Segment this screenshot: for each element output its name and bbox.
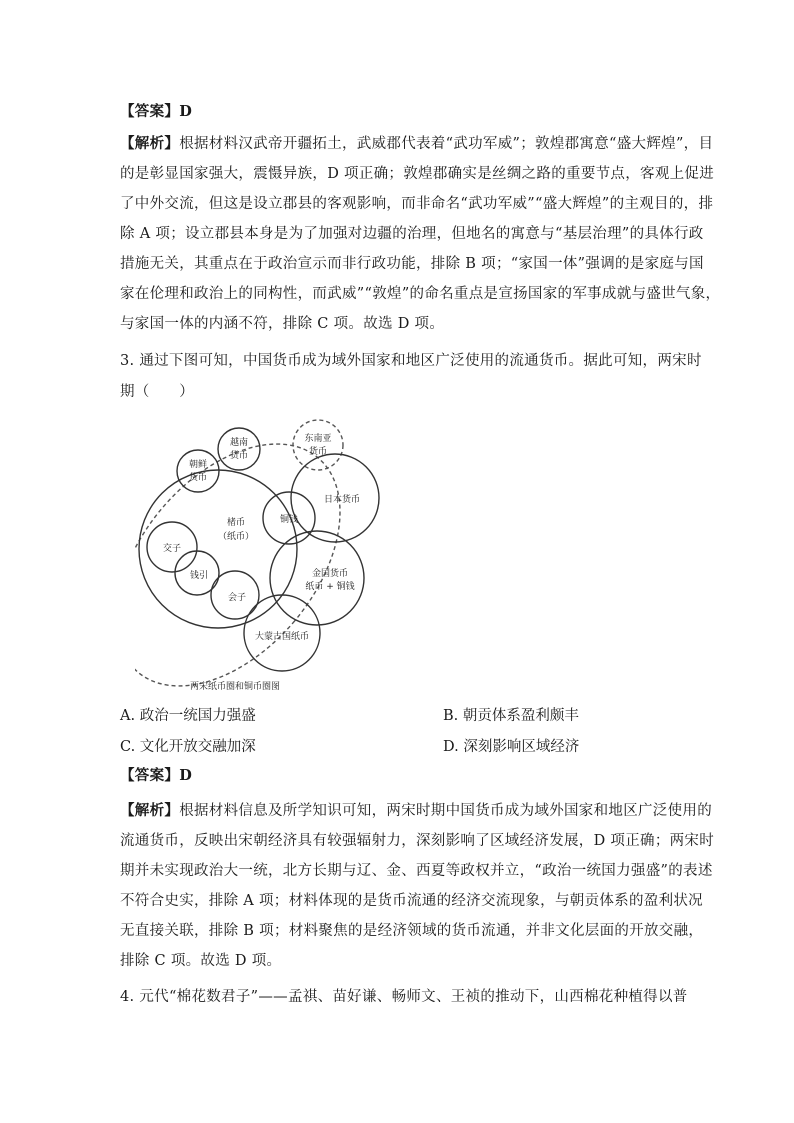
vietnam-circle <box>218 428 260 470</box>
jin-currency-label: 纸币 + 铜钱 <box>305 582 355 592</box>
question-stem: 3. 通过下图可知，中国货币成为域外国家和地区广泛使用的流通货币。据此可知，两宋时 <box>120 353 702 369</box>
question-stem: 期（ ） <box>120 384 194 400</box>
jin-currency-label: 金国货币 <box>311 569 349 579</box>
analysis-line: 期并未实现政治大一统，北方长期与辽、金、西夏等政权并立，“政治一统国力强盛”的表述 <box>120 863 713 879</box>
analysis-line: 措施无关，其重点在于政治宣示而非行政功能，排除 B 项；“家国一体”强调的是家庭与国 <box>120 256 704 272</box>
analysis-line: 不符合史实，排除 A 项；材料体现的是货币流通的经济交流现象，与朝贡体系的盈利状况 <box>120 893 703 909</box>
korea-circle <box>177 450 219 492</box>
jiaozi-label: 交子 <box>162 544 182 554</box>
option-b: B. 朝贡体系盈利颇丰 <box>443 708 579 724</box>
chubi-label: （纸币） <box>217 532 255 542</box>
japan-label: 日本货币 <box>323 495 361 505</box>
option-a: A. 政治一统国力强盛 <box>120 708 256 724</box>
analysis-line: 除 A 项；设立郡县本身是为了加强对边疆的治理，但地名的寓意与“基层治理”的具体行政 <box>120 226 704 242</box>
huizi-label: 会子 <box>227 593 247 603</box>
analysis-line: 【解析】根据材料信息及所学知识可知，两宋时期中国货币成为域外国家和地区广泛使用的 <box>120 802 712 819</box>
question-stem: 4. 元代“棉花数君子”——孟祺、苗好谦、畅师文、王祯的推动下，山西棉花种植得以普 <box>120 989 688 1005</box>
analysis-line: 了中外交流，但这是设立郡县的客观影响，而非命名“武功军威”“盛大辉煌”的主观目的，排 <box>120 196 714 212</box>
southeast-asia-label: 货币 <box>308 447 328 457</box>
analysis-line: 流通货币，反映出宋朝经济具有较强辐射力，深刻影响了区域经济发展，D 项正确；两宋时 <box>120 833 715 849</box>
figure-caption: 两宋纸币圈和铜币圈图 <box>189 682 281 692</box>
copper-coin-label: 铜钱 <box>279 515 299 525</box>
answer-label: 【答案】D <box>120 767 193 784</box>
analysis-line: 【解析】根据材料汉武帝开疆拓土，武威郡代表着“武功军威”；敦煌郡寓意“盛大辉煌”，目 <box>120 135 714 152</box>
option-d: D. 深刻影响区域经济 <box>443 739 580 755</box>
southeast-asia-label: 东南亚 <box>304 434 332 444</box>
vietnam-label: 货币 <box>229 451 249 461</box>
korea-label: 货币 <box>188 473 208 483</box>
analysis-line: 与家国一体的内涵不符，排除 C 项。故选 D 项。 <box>120 316 445 332</box>
southeast-asia-circle <box>293 420 343 470</box>
chubi-label: 楮币 <box>226 518 246 528</box>
qianyin-label: 钱引 <box>189 571 209 581</box>
analysis-line: 家在伦理和政治上的同构性，而武威”“敦煌”的命名重点是宣扬国家的军事成就与盛世气象， <box>120 286 721 302</box>
answer-label: 【答案】D <box>120 103 193 120</box>
analysis-line: 排除 C 项。故选 D 项。 <box>120 953 282 969</box>
vietnam-label: 越南 <box>229 438 249 448</box>
option-c: C. 文化开放交融加深 <box>120 739 256 755</box>
korea-label: 朝鲜 <box>188 460 208 470</box>
analysis-line: 的是彰显国家强大，震慑异族，D 项正确；敦煌郡确实是丝绸之路的重要节点，客观上促进 <box>120 166 715 182</box>
analysis-line: 无直接关联，排除 B 项；材料聚焦的是经济领域的货币流通，并非文化层面的开放交融， <box>120 923 704 939</box>
currency-circle-diagram <box>135 412 390 697</box>
mongol-paper-label: 大蒙古国纸币 <box>254 632 310 642</box>
